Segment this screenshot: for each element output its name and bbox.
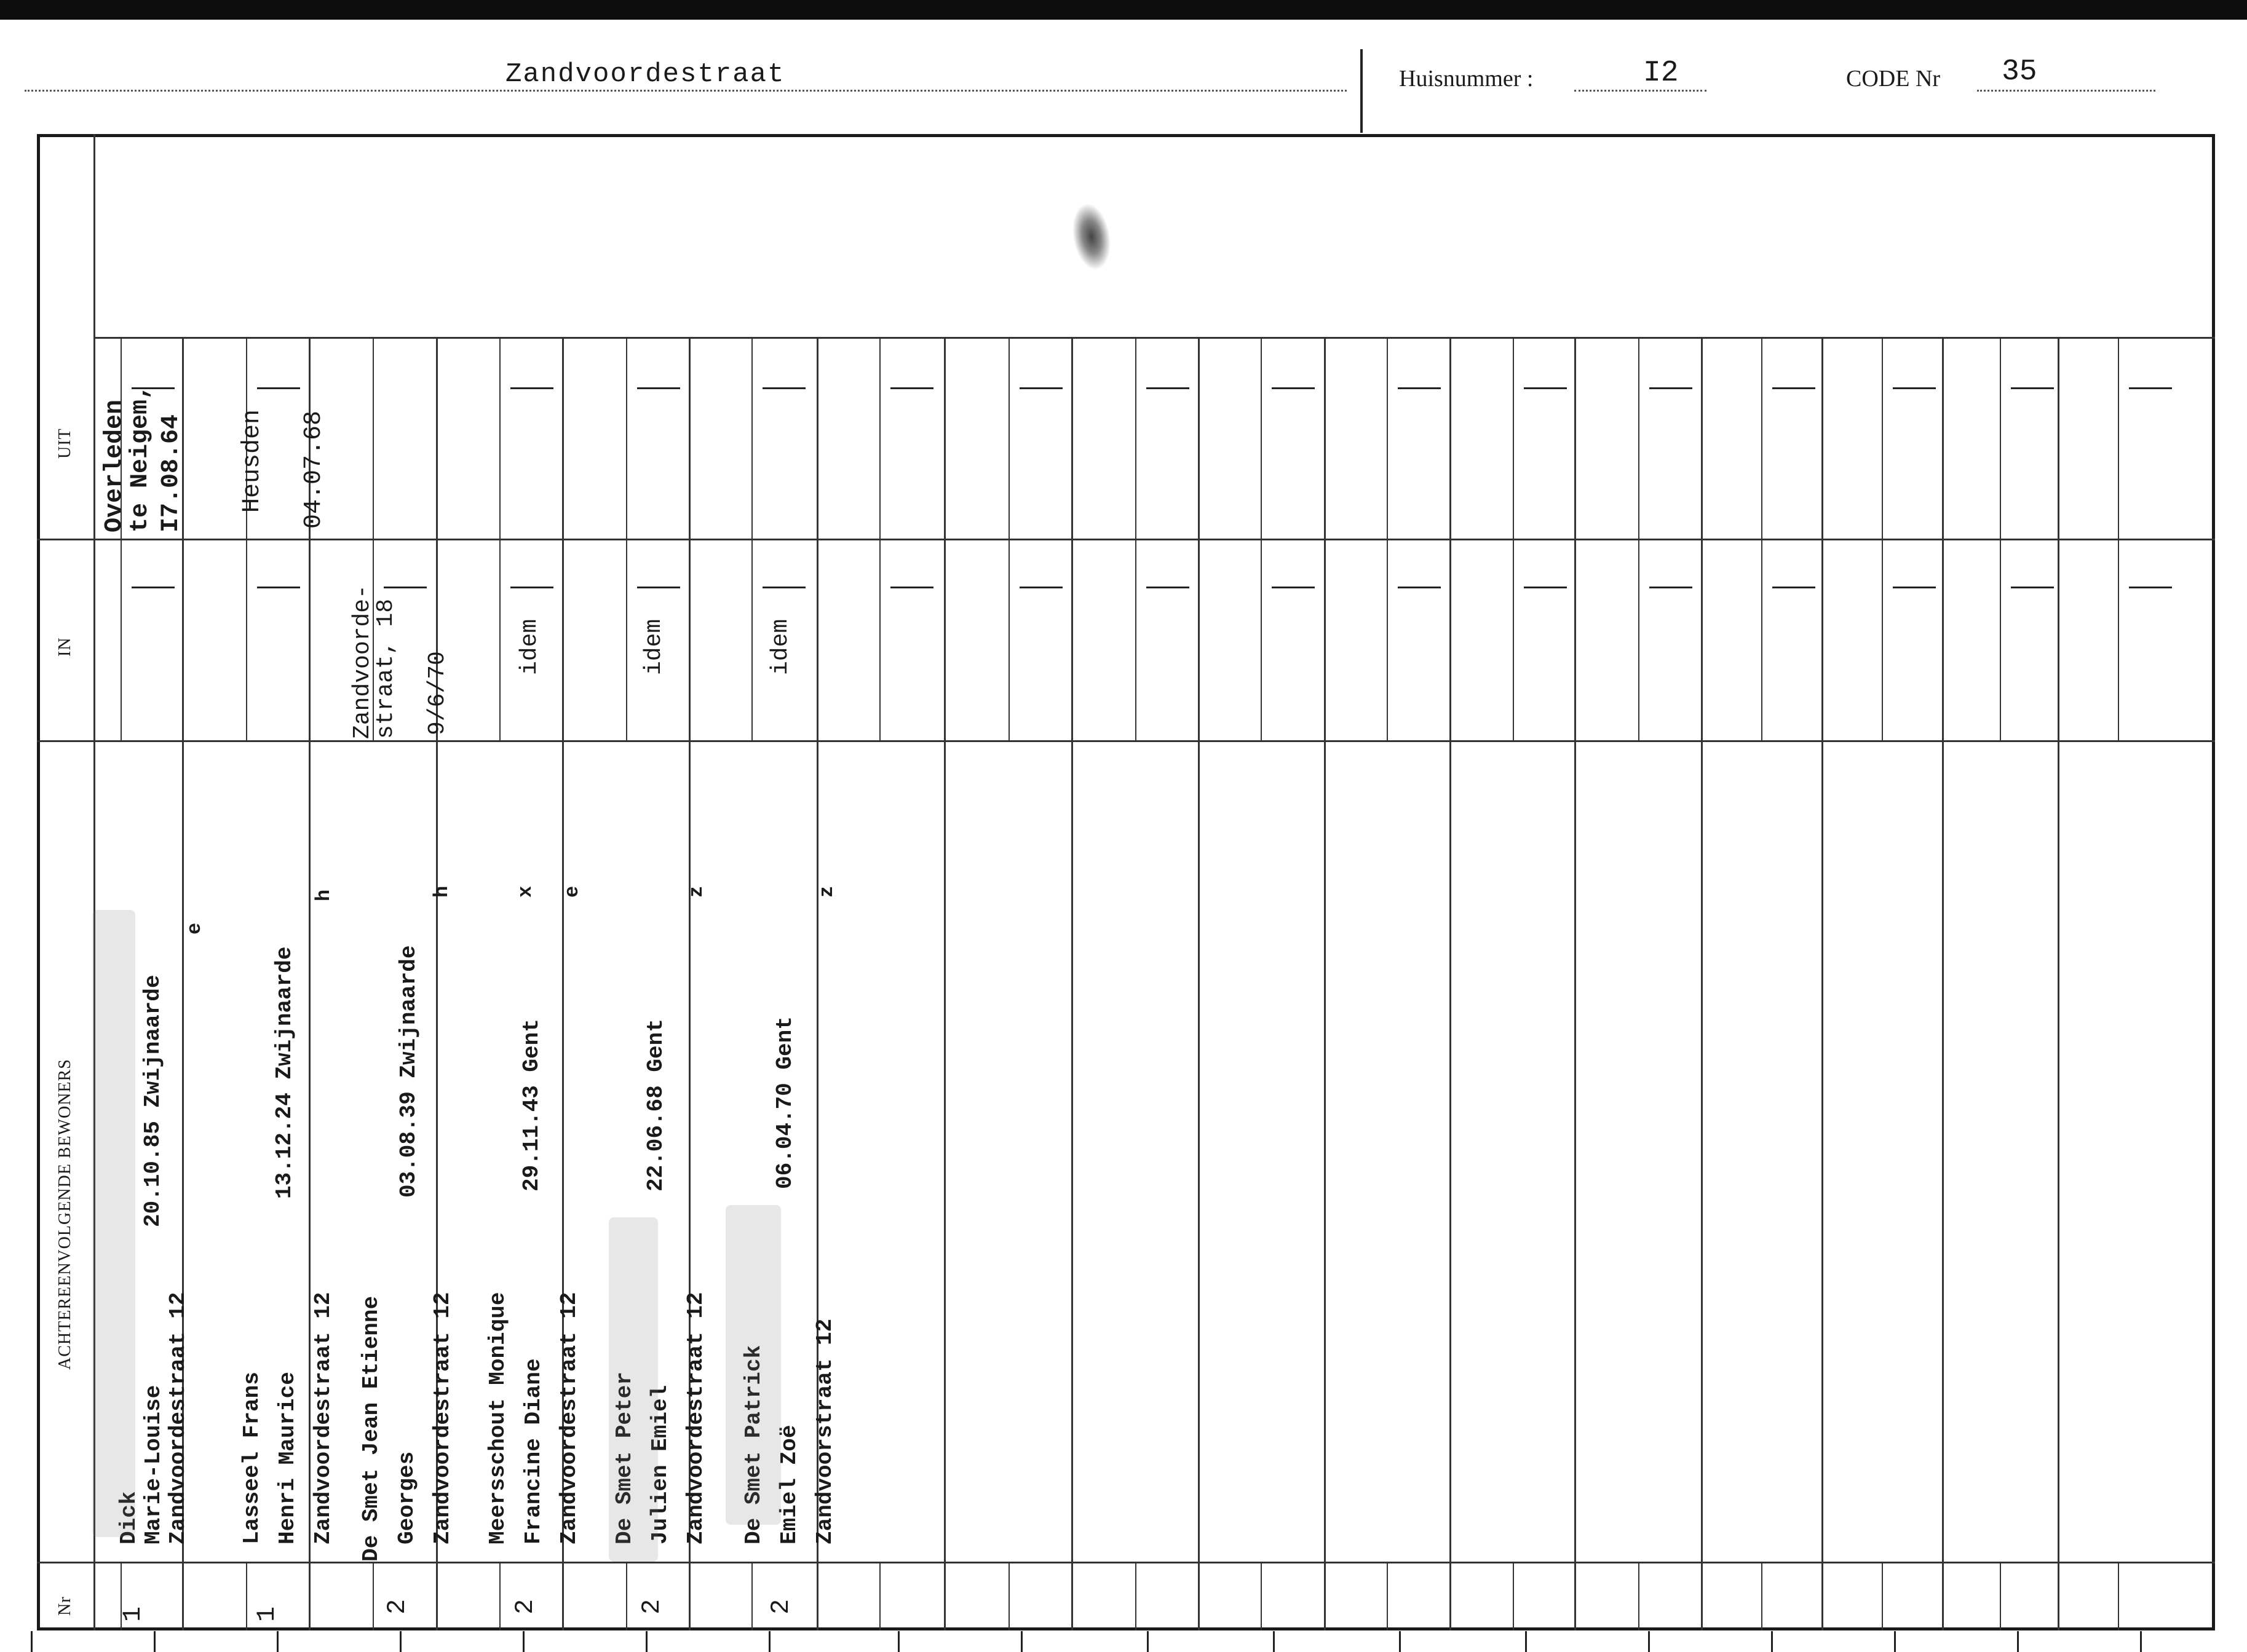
empty-entry-dash: [1524, 387, 1567, 389]
huisnummer-value: I2: [1643, 57, 1679, 90]
record-4-in: idem: [517, 619, 543, 675]
rule-top-blank: [93, 337, 2215, 339]
empty-entry-dash: [637, 387, 680, 389]
record-2-uit-place: Heusden: [239, 409, 266, 513]
empty-entry-dash: [132, 587, 175, 588]
empty-entry-dash: [1649, 587, 1692, 588]
record-2-name-line-1: Lasseel Frans: [239, 1372, 264, 1544]
bottom-tick: [2017, 1631, 2019, 1652]
half-column-divider: [499, 1562, 501, 1630]
bottom-tick: [898, 1631, 900, 1652]
record-3-nr: 2: [382, 1599, 412, 1614]
record-2-nr: 1: [252, 1606, 282, 1622]
half-column-divider: [1135, 337, 1136, 740]
half-column-divider: [373, 1562, 374, 1630]
record-1-name-line-3: Zandvoordestraat 12: [165, 1292, 191, 1544]
record-3-in-line-2: straat, 18: [373, 598, 399, 739]
empty-entry-dash: [637, 587, 680, 588]
record-2-birth: 13.12.24 Zwijnaarde: [272, 946, 297, 1199]
record-4-x-mark: x: [514, 885, 537, 898]
record-3-sex-mark: h: [430, 885, 453, 898]
half-column-divider: [1009, 1562, 1010, 1630]
record-1-name-line-1: Dick: [116, 1491, 141, 1544]
half-column-divider: [626, 337, 627, 740]
empty-entry-dash: [2011, 387, 2054, 389]
bottom-tick: [1021, 1631, 1023, 1652]
record-5-nr: 2: [637, 1599, 667, 1614]
record-1-nr: 1: [118, 1606, 148, 1622]
empty-entry-dash: [1893, 387, 1936, 389]
half-column-divider: [246, 1562, 247, 1630]
column-divider: [944, 337, 946, 1630]
half-column-divider: [1761, 337, 1762, 740]
empty-entry-dash: [1020, 587, 1063, 588]
empty-entry-dash: [1272, 387, 1315, 389]
record-6-in: idem: [767, 619, 794, 675]
header-divider: [1360, 49, 1363, 133]
record-1-uit-date: I7.08.64: [157, 414, 185, 532]
record-6-name-line-3: Zandvoorstraat 12: [812, 1318, 838, 1544]
column-divider: [1198, 337, 1200, 1630]
record-1-uit-line-1: Overleden: [101, 399, 129, 532]
bottom-tick: [1648, 1631, 1650, 1652]
scan-noise-1: [92, 910, 135, 1537]
empty-entry-dash: [2129, 587, 2172, 588]
top-scan-border: [0, 0, 2247, 20]
record-4-birth: 29.11.43 Gent: [519, 1019, 544, 1192]
half-column-divider: [1638, 1562, 1639, 1630]
half-column-divider: [1261, 1562, 1262, 1630]
record-4-name-line-3: Zandvoordestraat 12: [557, 1292, 582, 1544]
bottom-tick: [769, 1631, 771, 1652]
column-divider: [1821, 337, 1823, 1630]
empty-entry-dash: [1398, 387, 1441, 389]
bottom-tick: [1525, 1631, 1527, 1652]
column-label-in: IN: [55, 637, 74, 657]
column-divider: [1942, 337, 1944, 1630]
bottom-tick: [523, 1631, 525, 1652]
scan-noise-2: [726, 1205, 781, 1525]
column-label-uit: UIT: [55, 428, 74, 459]
column-divider: [1701, 337, 1703, 1630]
half-column-divider: [246, 337, 247, 740]
record-2-sex-mark: h: [312, 889, 335, 901]
code-dotted-line: [1977, 90, 2155, 92]
huisnummer-dotted-line: [1574, 90, 1706, 92]
empty-entry-dash: [1398, 587, 1441, 588]
empty-entry-dash: [1020, 387, 1063, 389]
record-6-nr: 2: [766, 1599, 796, 1614]
empty-entry-dash: [384, 587, 427, 588]
street-name: Zandvoordestraat: [505, 59, 785, 90]
column-label-bewoners: ACHTEREENVOLGENDE BEWONERS: [55, 1059, 74, 1370]
half-column-divider: [2118, 1562, 2119, 1630]
rule-bewoners-nr: [37, 1562, 2215, 1563]
half-column-divider: [879, 337, 881, 740]
record-1-sex-mark: e: [183, 922, 206, 935]
half-column-divider: [626, 1562, 627, 1630]
half-column-divider: [879, 1562, 881, 1630]
bottom-tick: [1273, 1631, 1275, 1652]
record-3-name-line-2: Georges: [394, 1451, 419, 1544]
record-6-sex-mark: z: [815, 885, 838, 898]
scan-noise-3: [609, 1217, 658, 1562]
record-6-name-line-2: Emiel Zoë: [777, 1425, 802, 1544]
column-divider: [1071, 337, 1073, 1630]
bottom-tick: [31, 1631, 33, 1652]
record-2-name-line-3: Zandvoordestraat 12: [311, 1292, 336, 1544]
empty-entry-dash: [890, 387, 933, 389]
half-column-divider: [499, 337, 501, 740]
empty-entry-dash: [510, 587, 553, 588]
record-6-name-line-1: De Smet Patrick: [741, 1345, 766, 1544]
column-divider: [1324, 337, 1326, 1630]
bottom-tick: [400, 1631, 402, 1652]
record-5-in: idem: [641, 619, 667, 675]
record-2-name-line-2: Henri Maurice: [275, 1372, 300, 1544]
record-3-name-line-3: Zandvoordestraat 12: [430, 1292, 455, 1544]
half-column-divider: [751, 337, 753, 740]
rule-in-bewoners: [37, 740, 2215, 742]
bottom-tick: [2140, 1631, 2142, 1652]
bottom-tick: [1147, 1631, 1149, 1652]
half-column-divider: [1009, 337, 1010, 740]
half-column-divider: [751, 1562, 753, 1630]
column-divider: [1449, 337, 1451, 1630]
empty-entry-dash: [763, 587, 806, 588]
record-3-birth: 03.08.39 Zwijnaarde: [396, 945, 421, 1198]
empty-entry-dash: [510, 387, 553, 389]
record-5-birth: 22.06.68 Gent: [643, 1019, 668, 1192]
half-column-divider: [1387, 337, 1388, 740]
half-column-divider: [1638, 337, 1639, 740]
bottom-tick: [154, 1631, 156, 1652]
record-5-sex-mark: z: [685, 885, 708, 898]
code-label: CODE Nr: [1846, 66, 1941, 92]
huisnummer-label: Huisnummer :: [1399, 66, 1534, 92]
empty-entry-dash: [257, 387, 300, 389]
column-divider: [2058, 337, 2059, 1630]
record-4-name-line-2: Francine Diane: [521, 1358, 546, 1544]
empty-entry-dash: [1649, 387, 1692, 389]
empty-entry-dash: [890, 587, 933, 588]
record-3-in-date: 9/6/70: [424, 651, 451, 735]
record-6-birth: 06.04.70 Gent: [772, 1016, 798, 1189]
bottom-tick: [277, 1631, 279, 1652]
record-3-in-line-1: Zandvoorde-: [349, 585, 376, 739]
half-column-divider: [1761, 1562, 1762, 1630]
half-column-divider: [2118, 337, 2119, 740]
half-column-divider: [1135, 1562, 1136, 1630]
header-dotted-line-left: [25, 90, 1347, 92]
record-1-birth: 20.10.85 Zwijnaarde: [140, 974, 165, 1227]
record-4-name-line-1: Meersschout Monique: [485, 1292, 510, 1544]
record-3-name-line-1: De Smet Jean Etienne: [359, 1295, 384, 1562]
half-column-divider: [1882, 337, 1883, 740]
record-5-name-line-2: Julien Emiel: [648, 1385, 673, 1544]
empty-entry-dash: [1524, 587, 1567, 588]
half-column-divider: [2000, 337, 2001, 740]
half-column-divider: [1261, 337, 1262, 740]
half-column-divider: [1513, 1562, 1514, 1630]
rule-uit-in: [37, 539, 2215, 540]
half-column-divider: [2000, 1562, 2001, 1630]
column-divider: [1574, 337, 1576, 1630]
column-label-nr: Nr: [55, 1596, 74, 1616]
empty-entry-dash: [257, 587, 300, 588]
half-column-divider: [1387, 1562, 1388, 1630]
bottom-tick: [646, 1631, 648, 1652]
record-4-sex-mark: e: [561, 885, 584, 898]
half-column-divider: [121, 337, 122, 740]
record-1-uit-line-2: te Neigem,: [127, 384, 154, 532]
register-frame: [37, 134, 2215, 1630]
empty-entry-dash: [1146, 387, 1189, 389]
record-5-name-line-1: De Smet Peter: [612, 1372, 637, 1544]
empty-entry-dash: [2129, 387, 2172, 389]
empty-entry-dash: [1893, 587, 1936, 588]
empty-entry-dash: [763, 387, 806, 389]
record-1-name-line-2: Marie-Louise: [141, 1385, 166, 1544]
empty-entry-dash: [1772, 387, 1815, 389]
half-column-divider: [1882, 1562, 1883, 1630]
record-4-nr: 2: [510, 1599, 540, 1614]
half-column-divider: [1513, 337, 1514, 740]
empty-entry-dash: [1146, 587, 1189, 588]
record-2-uit-date: 04.07.68: [300, 410, 328, 529]
code-value: 35: [2002, 55, 2037, 89]
empty-entry-dash: [1772, 587, 1815, 588]
empty-entry-dash: [2011, 587, 2054, 588]
bottom-tick: [1771, 1631, 1773, 1652]
record-5-name-line-3: Zandvoordestraat 12: [683, 1292, 708, 1544]
empty-entry-dash: [1272, 587, 1315, 588]
bottom-tick: [1399, 1631, 1401, 1652]
bottom-tick: [1894, 1631, 1896, 1652]
